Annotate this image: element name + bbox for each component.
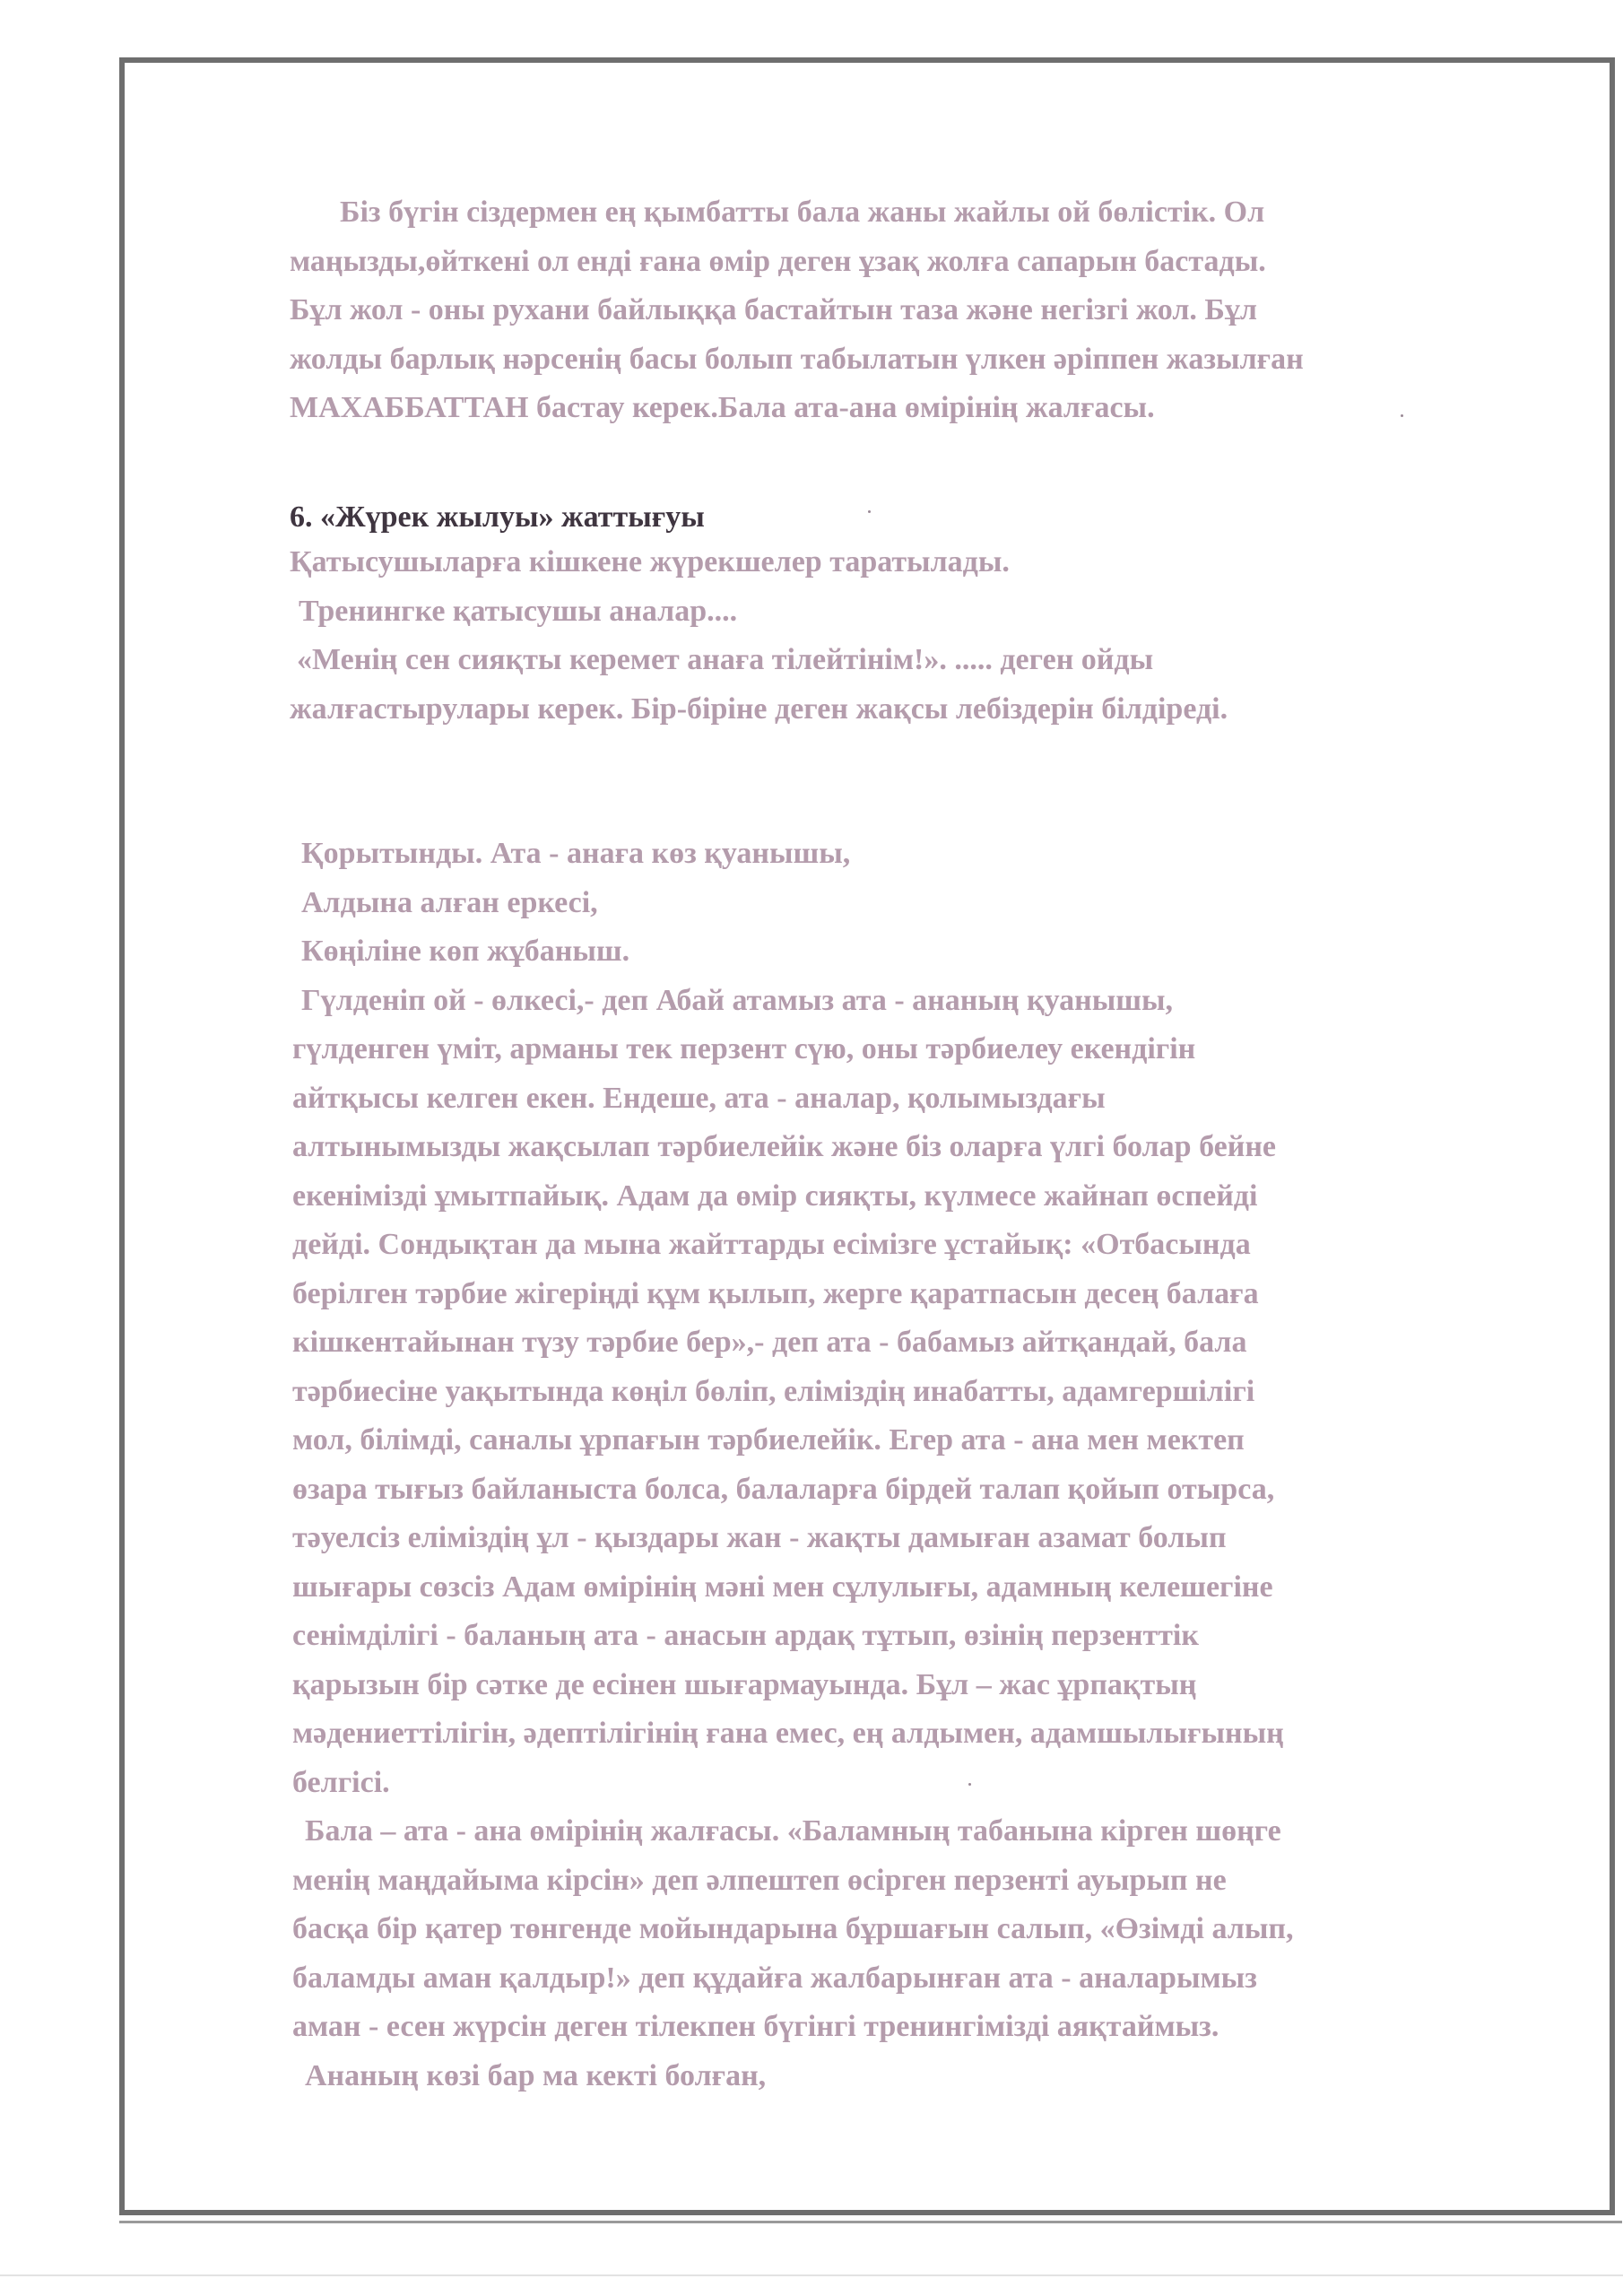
conclusion-line: алтынымызды жақсылап тәрбиелейік және біз оларға үлгі болар бейне [292,1130,1276,1163]
page-edge [0,2274,1623,2276]
conclusion-line: Ананың көзі бар ма кекті болған, [305,2058,767,2092]
conclusion-paragraph [292,830,1566,2100]
intro-line: жолды барлық нәрсенің басы болып табылатын үлкен әріппен жазылған [290,342,1304,376]
conclusion-line: мәдениеттілігін, әдептілігінің ғана емес, ең алдымен, адамшылығының [292,1717,1284,1750]
conclusion-line: баламды аман қалдыр!» деп құдайға жалбарынған ата - аналарымыз [292,1961,1257,1995]
conclusion-line: шығары сөзсіз Адам өмірінің мәні мен сұлулығы, адамның келешегіне [292,1570,1273,1604]
conclusion-line: Алдына алған еркесі, [301,885,598,919]
conclusion-line: берілген тәрбие жігеріңді құм қылып, жерге қаратпасын десең балаға [292,1276,1259,1310]
conclusion-line: Гүлденіп ой - өлкесі,- деп Абай атамыз ата - ананың қуанышы, [301,983,1174,1017]
conclusion-line: менің маңдайыма кірсін» деп әлпештеп өсірген перзенті ауырып не [292,1863,1227,1897]
intro-line: Бұл жол - оны рухани байлыққа бастайтын таза және негізгі жол. Бұл [290,293,1257,326]
intro-line: маңызды,өйткені ол енді ғана өмір деген ұзақ жолға сапарын бастады. [290,244,1266,278]
conclusion-line: Бала – ата - ана өмірінің жалғасы. «Баламның табанына кірген шөңге [305,1814,1281,1848]
conclusion-line: сенімділігі - баланың ата - анасын ардақ тұтып, өзінің перзенттік [292,1619,1199,1652]
exercise-paragraph [290,538,1545,734]
conclusion-line: кішкентайынан түзу тәрбие бер»,- деп ата - бабамыз айтқандай, бала [292,1326,1247,1359]
intro-paragraph [290,188,1545,433]
conclusion-line: тәрбиесіне уақытында көңіл бөліп, еліміздің инабатты, адамгершілігі [292,1374,1255,1408]
exercise-line: Тренингке қатысушы аналар.... [299,594,738,628]
conclusion-line: Көңіліне көп жұбаныш. [301,935,630,968]
exercise-line: Қатысушыларға кішкене жүрекшелер таратылады. [290,545,1010,578]
conclusion-line: дейді. Сондықтан да мына жайттарды есімізге ұстайық: «Отбасында [292,1228,1251,1261]
conclusion-line: аман - есен жүрсін деген тілекпен бүгінгі тренингімізді аяқтаймыз. [292,2010,1219,2043]
conclusion-line: айтқысы келген екен. Ендеше, ата - аналар, қолымыздағы [292,1081,1106,1115]
conclusion-line: гүлденген үміт, арманы тек перзент сүю, оны тәрбиелеу екендігін [292,1032,1196,1065]
intro-line: Біз бүгін сіздермен ең қымбатты бала жаны жайлы ой бөлістік. Ол [340,196,1265,229]
exercise-line: «Менің сен сияқты керемет анаға тілейтінім!». ..... деген ойды [297,643,1154,676]
intro-line: МАХАББАТТАН бастау керек.Бала ата-ана өмірінің жалғасы. [290,391,1155,424]
conclusion-line: қарызын бір сәтке де есінен шығармауында. Бұл – жас ұрпақтың [292,1667,1197,1701]
scan-speck [968,1783,971,1786]
frame-bottom-line [119,2221,1622,2223]
exercise-heading: 6. «Жүрек жылуы» жаттығуы [290,500,705,534]
conclusion-line: екенімізді ұмытпайық. Адам да өмір сияқты, күлмесе жайнап өспейді [292,1178,1258,1213]
scan-speck [1401,414,1403,417]
conclusion-line: мол, білімді, саналы ұрпағын тәрбиелейік. Егер ата - ана мен мектеп [292,1423,1245,1457]
conclusion-line: тәуелсіз еліміздің ұл - қыздары жан - жақты дамыған азамат болып [292,1521,1227,1554]
conclusion-line: басқа бір қатер төнгенде мойындарына бұршағын салып, «Өзімді алып, [292,1912,1294,1945]
conclusion-line: Қорытынды. Ата - анаға көз қуанышы, [301,837,851,870]
conclusion-line: өзара тығыз байланыста болса, балаларға бірдей талап қойып отырса, [292,1472,1275,1506]
scan-speck [868,510,871,513]
exercise-line: жалғастырулары керек. Бір-біріне деген жақсы лебіздерін білдіреді. [290,691,1228,726]
conclusion-line: белгісі. [292,1765,390,1799]
